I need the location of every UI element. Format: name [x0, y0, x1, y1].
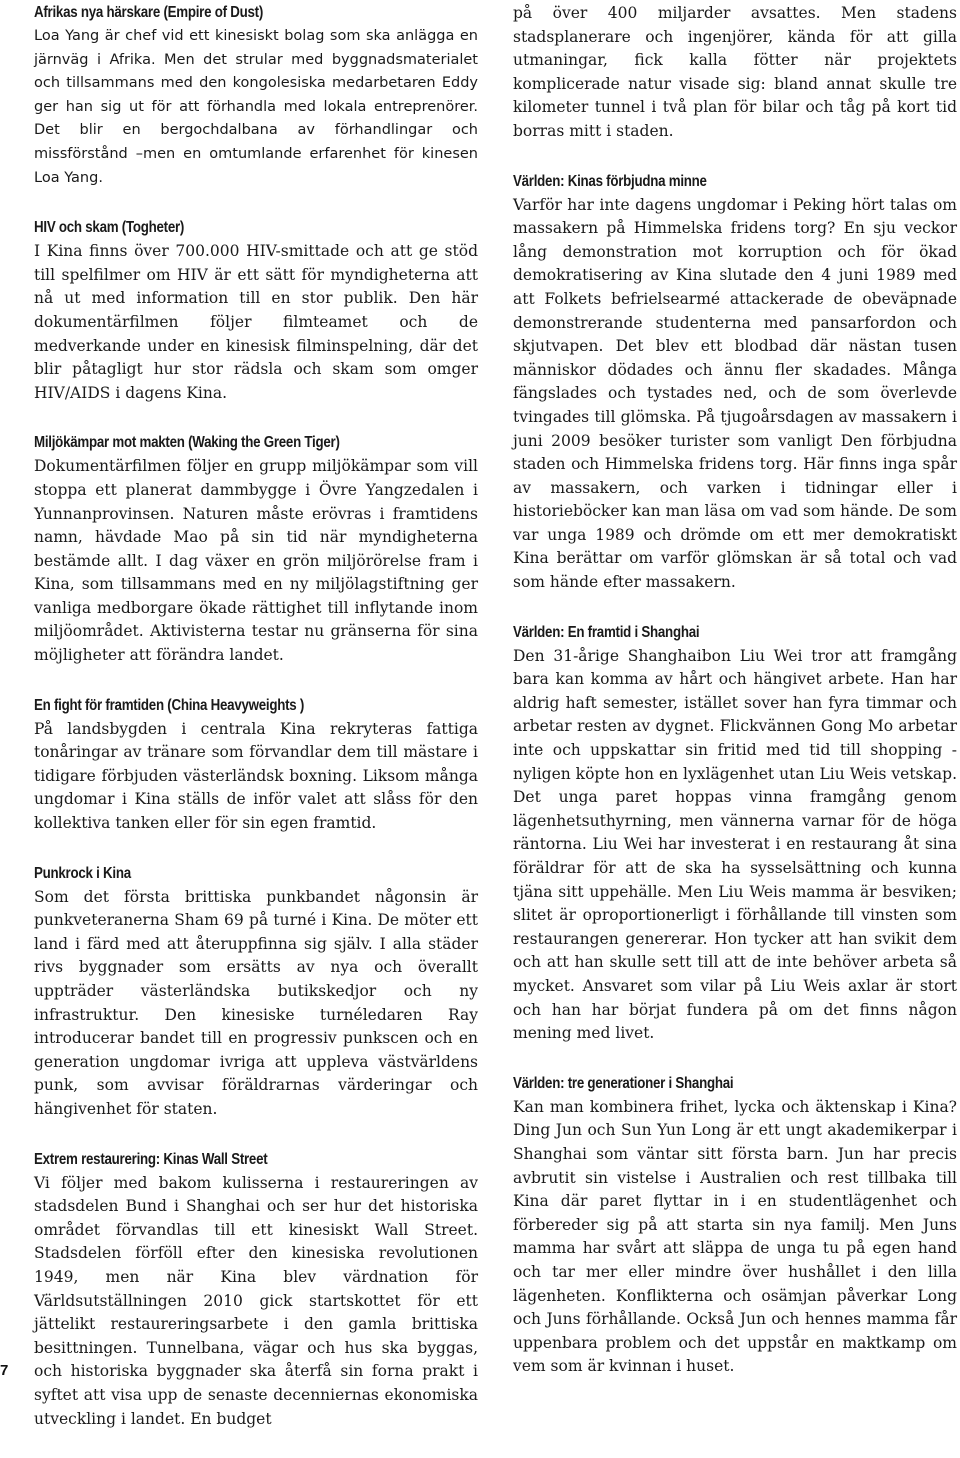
- article-en-framtid-i-shanghai: [513, 622, 957, 1046]
- right-column: [513, 2, 957, 1406]
- article-continuation: [513, 2, 957, 144]
- article-miljokampar: [34, 432, 478, 667]
- article-hiv-och-skam: [34, 217, 478, 405]
- article-body: Kan man kombinera frihet, lycka och äktenskap i Kina? Ding Jun och Sun Yun Long är ett ungt akademikerpar i Shanghai som väntar sitt första barn. Jun har precis avbrutit sin vistelse i Australien och rest tillbaka till Kina där paret flyttar in i en studentlägenhet och förbereder sig på att starta sin nya familj. Men Juns mamma har svårt att släppa de unga tu på egen hand och tar mer eller mindre över hushållet i den lilla lägenheten. Konflikterna och osämjan påverkar Long och Juns förhållande. Också Jun och hennes mamma får uppenbara problem och det uppstår en maktkamp om vem som är kvinnan i huset.: [513, 1097, 957, 1376]
- article-heading: Världen: En framtid i Shanghai: [513, 623, 700, 641]
- article-body: Dokumentärfilmen följer en grupp miljökämpar som vill stoppa ett planerat dammbygge i Övre Yangzedalen i Yunnanprovinsen. Naturen måste erövras i framtidens namn, hävdade Mao på sin tid när myndigheterna bestämde allt. I dag växer en grön miljörörelse fram i Kina, som tillsammans med en ny miljölagstiftning ger vanliga medborgare ökade rättighet till inflytande inom miljöområdet. Aktivisterna testar nu gränserna för sina möjligheter att förändra landet.: [34, 457, 478, 665]
- article-extrem-restaurering: [34, 1149, 478, 1432]
- article-heading: Afrikas nya härskare (Empire of Dust): [34, 4, 264, 21]
- article-tre-generationer: [513, 1073, 957, 1379]
- article-empire-of-dust: [34, 2, 478, 190]
- article-kinas-forbjudna-minne: [513, 171, 957, 595]
- article-heading: Miljökämpar mot makten (Waking the Green Tiger): [34, 434, 340, 452]
- left-column: [34, 2, 478, 1458]
- article-body: Den 31-årige Shanghaibon Liu Wei tror att framgång bara kan komma av hårt och hängivet arbete. Han har aldrig haft semester, istället sover han fyra timmar och arbetar resten av dygnet. Flickvännen Gong Mo arbetar inte och uppskattar sin fritid med tid till shopping - nyligen köpte hon en lyxlägenhet utan Liu Weis vetskap. Det unga paret hoppas vinna framgång genom lägenhetsuthyrning, men vännerna varnar för de höga räntorna. Liu Wei har investerat i en restaurang åt sina föräldrar för att de ska ha sysselsättning och kunna tjäna sitt uppehälle. Men Liu Weis mamma är besviken; slitet är oproportionerligt i förhållande till vinsten som restaurangen genererar. Hon tycker att han svikit dem och att han skulle sett till att de inte behöver arbeta så mycket. Ansvaret som vilar på Liu Weis axlar är stort och han har börjat fundera på om det finns någon mening med livet.: [513, 646, 957, 1043]
- article-punkrock-i-kina: [34, 863, 478, 1122]
- article-en-fight-for-framtiden: [34, 695, 478, 836]
- article-body: Varför har inte dagens ungdomar i Peking hört talas om massakern på Himmelska fridens torg? En sju veckor lång demonstration mot korruption och för ökad demokratisering av Kina slutade den 4 juni 1989 med att Folkets befrielsearmé attackerade de obeväpnade demonstrerande studenterna med pansarfordon och skjutvapen. Det blev ett blodbad där nästan tusen människor dödades och ännu fler skadades. Många fängslades och tystades ned, och de som överlevde tvingades till glömska. På tjugoårsdagen av massakern i juni 2009 besöker turister som vanligt Den förbjudna staden och Himmelska fridens torg. Här finns inga spår av massakern, och varken i tidningar eller i historieböcker kan man läsa om vad som hände. De som var unga 1989 och drömde om ett mer demokratiskt Kina berättar om varför glömskan är så total och vad som hände efter massakern.: [513, 195, 957, 592]
- article-body: Vi följer med bakom kulisserna i restaureringen av stadsdelen Bund i Shanghai och ser hur det historiska området förvandlas till ett kinesiskt Wall Street. Stadsdelen förföll efter den kinesiska revolutionen 1949, men när Kina blev värdnation för Världsutställningen 2010 gick startskottet för ett jättelikt restaureringsarbete i den gamla brittiska besittningen. Tunnelbana, vägar och hus ska byggas, och historiska byggnader ska återfå sin forna prakt i syftet att visa upp de senaste decenniernas ekonomiska utveckling i landet. En budget: [34, 1173, 478, 1428]
- continuation-text: på över 400 miljarder avsattes. Men stadens stadsplanerare och ingenjörer, kända för att gilla utmaningar, fick kalla fötter när projektets komplicerade natur visade sig: bland annat skulle tre kilometer tunnel i två plan för bilar och tåg på kort tid borras mitt i staden.: [513, 4, 957, 140]
- article-heading: Världen: Kinas förbjudna minne: [513, 172, 707, 190]
- article-body: På landsbygden i centrala Kina rekryteras fattiga tonåringar av tränare som förvandlar dem till mästare i tidigare förbjuden västerländsk boxning. Liksom många ungdomar i Kina ställs de inför valet att slåss för den kollektiva tanken eller för sin egen framtid.: [34, 719, 478, 833]
- page-number: 7: [0, 1362, 9, 1379]
- article-body: I Kina finns över 700.000 HIV-smittade och att ge stöd till spelfilmer om HIV är ett sätt för myndigheterna att nå ut med information till en stor publik. Den här dokumentärfilmen följer filmteamet och de medverkande under en kinesisk filminspelning, där det blir påtagligt hur stor rädsla och skam som omger HIV/AIDS i dagens Kina.: [34, 242, 478, 402]
- article-heading: En fight för framtiden (China Heavyweights ): [34, 696, 305, 714]
- article-heading: Extrem restaurering: Kinas Wall Street: [34, 1150, 268, 1168]
- article-heading: HIV och skam (Togheter): [34, 219, 185, 237]
- article-body: Som det första brittiska punkbandet någonsin är punkveteranerna Sham 69 på turné i Kina. De möter ett land i färd med att återuppfinna sig själv. I alla städer rivs byggnader som ersätts av nya och överallt uppträder västerländska butikskedjor och ny infrastruktur. Den kinesiske turnéledaren Ray introducerar bandet till en progressiv punkscen och en generation ungdomar ivriga att uppleva västvärldens punk, som avvisar föräldrarnas värderingar och hängivenhet för staten.: [34, 887, 478, 1118]
- article-body: Loa Yang är chef vid ett kinesiskt bolag som ska anlägga en järnväg i Afrika. Men det strular med byggnadsmaterialet och tillsammans med den kongolesiska medarbetaren Eddy ger han sig ut för att förhandla med lokala entreprenörer. Det blir en bergochdalbana av förhandlingar och missförstånd –men en omtumlande erfarenhet för kinesen Loa Yang.: [34, 28, 478, 186]
- article-heading: Punkrock i Kina: [34, 864, 131, 882]
- article-heading: Världen: tre generationer i Shanghai: [513, 1074, 734, 1092]
